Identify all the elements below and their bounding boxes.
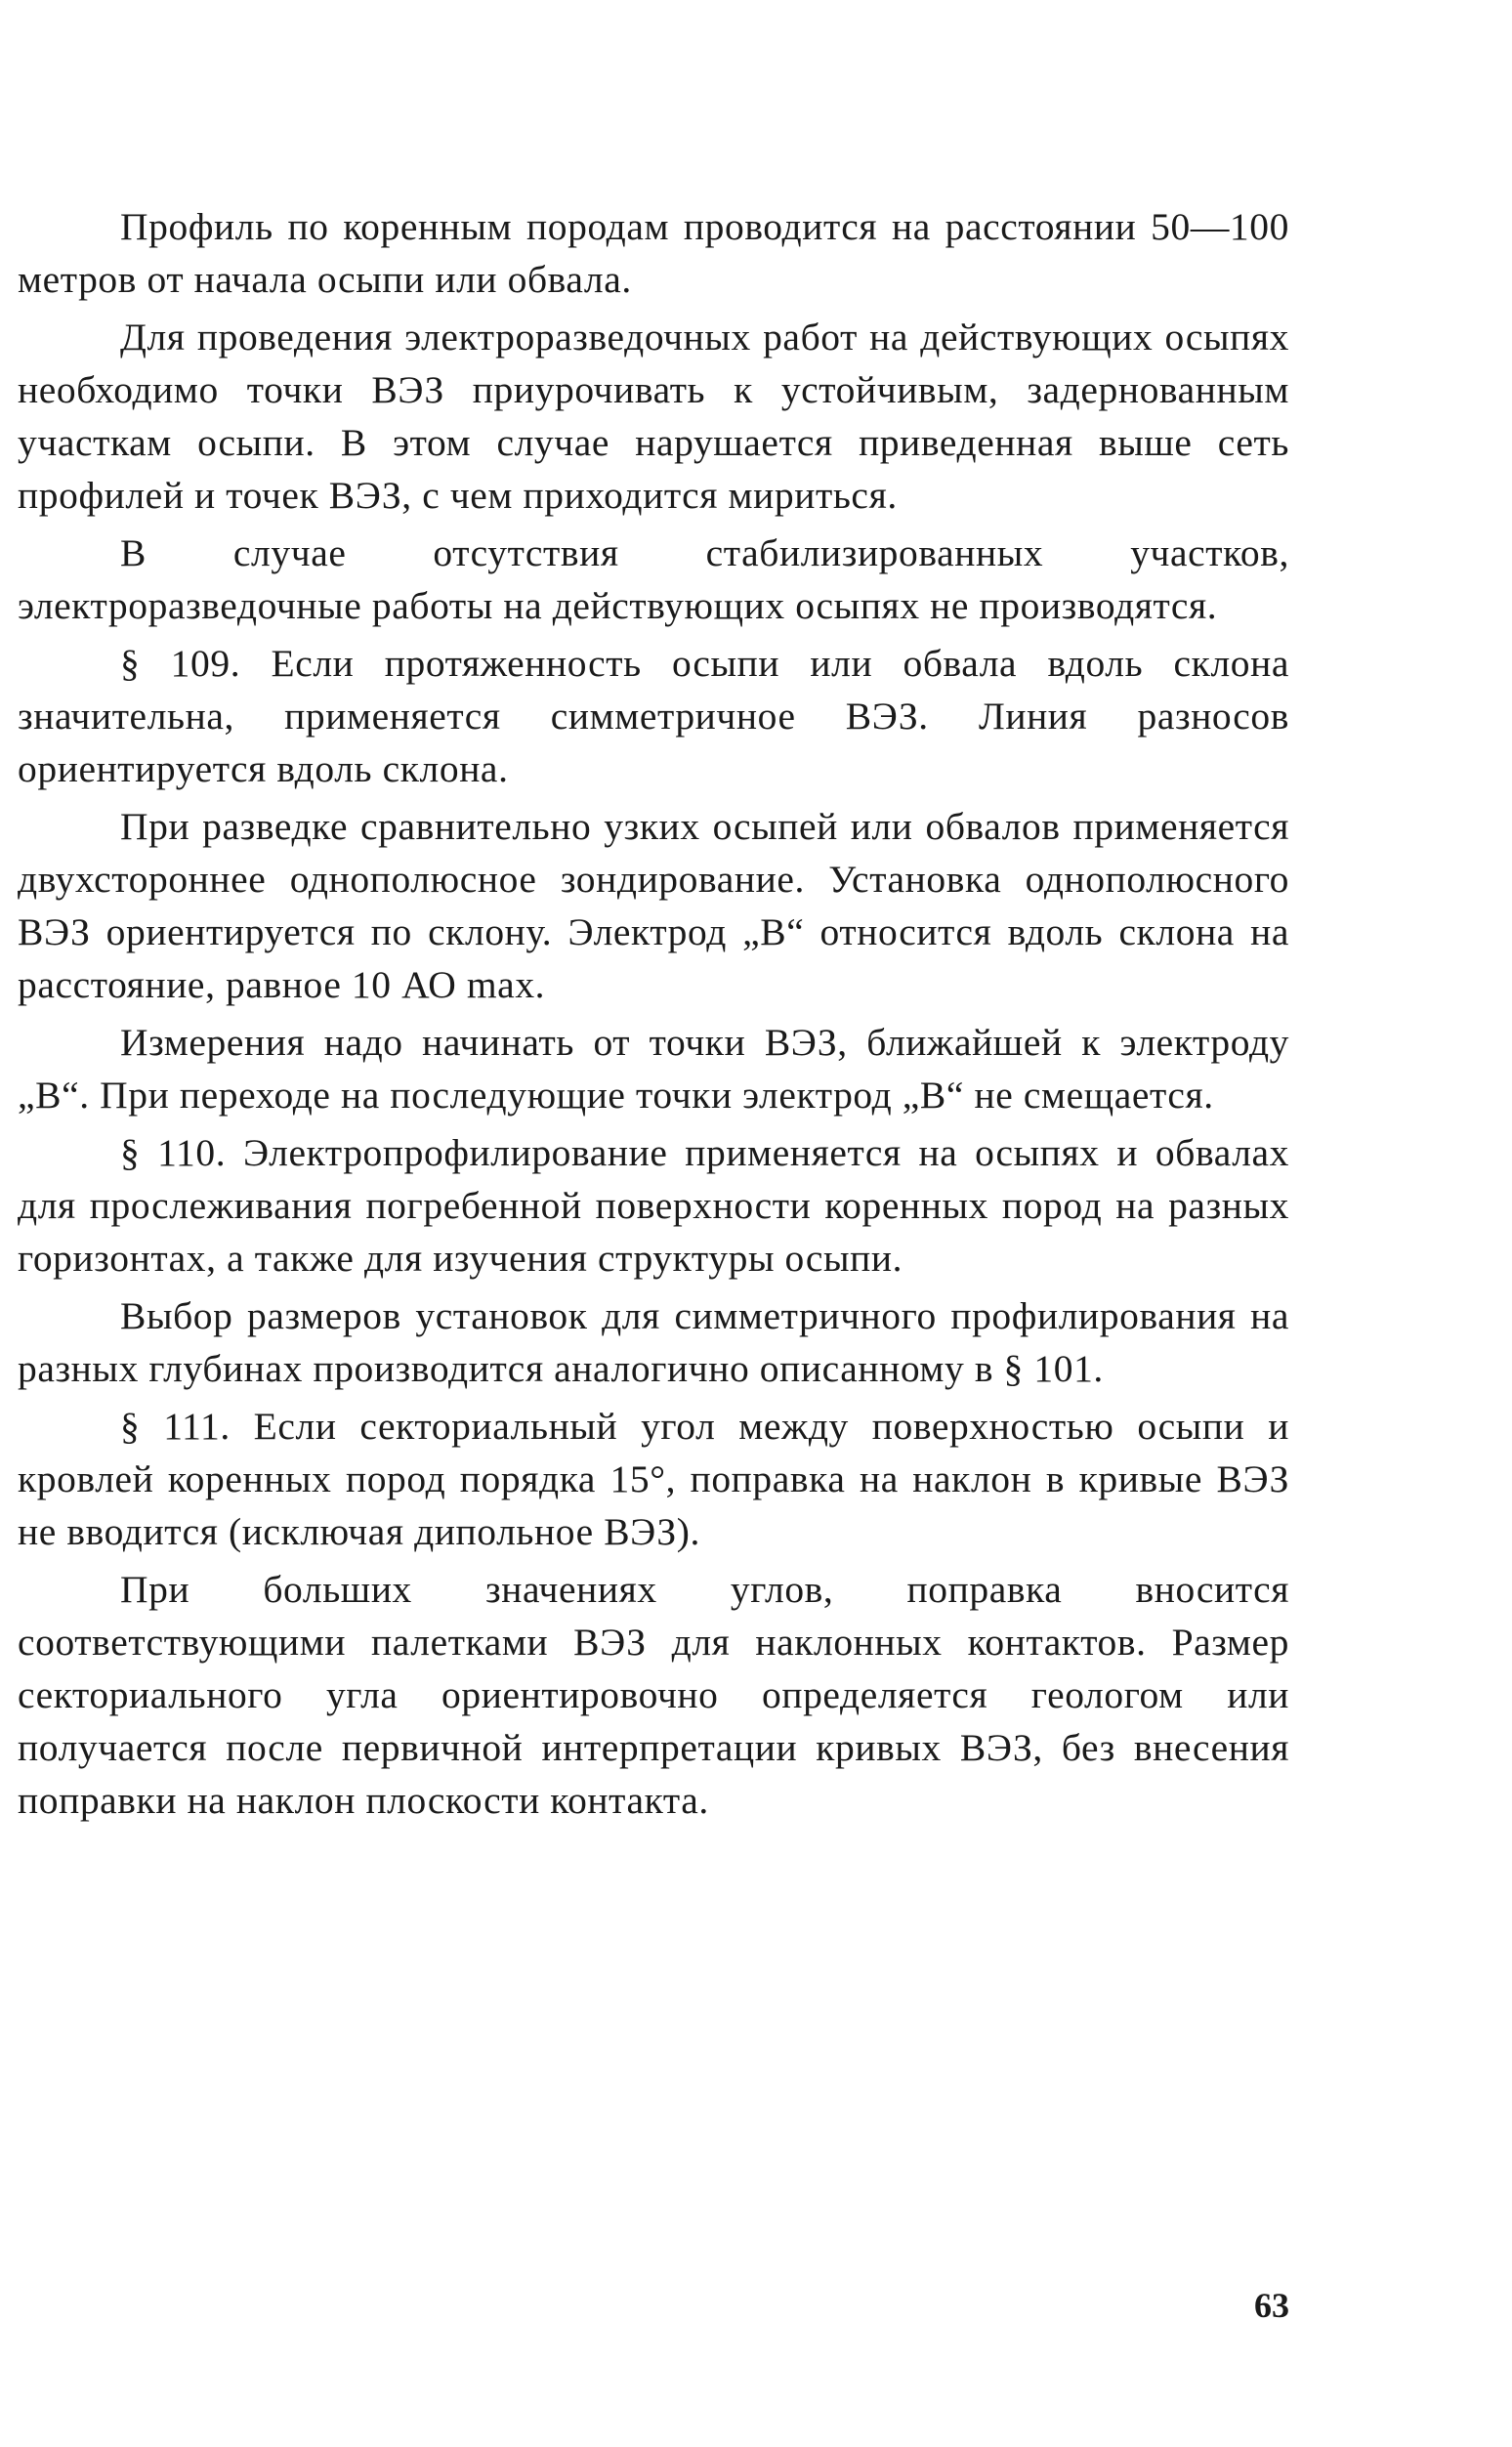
paragraph-9-section-111: § 111. Если секториальный угол между поверхностью осыпи и кровлей коренных пород порядка 15°, поправка на наклон в кривые ВЭЗ не вводится (исключая дипольное ВЭЗ). xyxy=(18,1405,1289,1553)
page-body xyxy=(18,200,1289,1827)
paragraph-6: Измерения надо начинать от точки ВЭЗ, ближайшей к электроду „В“. При переходе на последующие точки электрод „В“ не смещается. xyxy=(18,1021,1289,1117)
paragraph-2: Для проведения электроразведочных работ на действующих осыпях необходимо точки ВЭЗ приурочивать к устойчивым, задернованным участкам осыпи. В этом случае нарушается приведенная выше сеть профилей и точек ВЭЗ, с чем приходится мириться. xyxy=(18,316,1289,517)
paragraph-1: Профиль по коренным породам проводится на расстоянии 50—100 метров от начала осыпи или обвала. xyxy=(18,205,1289,301)
paragraph-8: Выбор размеров установок для симметричного профилирования на разных глубинах производится аналогично описанному в § 101. xyxy=(18,1294,1289,1390)
paragraph-7-section-110: § 110. Электропрофилирование применяется на осыпях и обвалах для прослеживания погребенной поверхности коренных пород на разных горизонтах, а также для изучения структуры осыпи. xyxy=(18,1131,1289,1280)
paragraph-3: В случае отсутствия стабилизированных участков, электроразведочные работы на действующих осыпях не производятся. xyxy=(18,531,1289,627)
paragraph-4-section-109: § 109. Если протяженность осыпи или обвала вдоль склона значительна, применяется симметричное ВЭЗ. Линия разносов ориентируется вдоль склона. xyxy=(18,642,1289,790)
paragraph-10: При больших значениях углов, поправка вносится соответствующими палетками ВЭЗ для наклонных контактов. Размер секториального угла ориентировочно определяется геологом или получается после первичной интерпретации кривых ВЭЗ, без внесения поправки на наклон плоскости контакта. xyxy=(18,1568,1289,1822)
paragraph-5: При разведке сравнительно узких осыпей или обвалов применяется двухстороннее однополюсное зондирование. Установка однополюсного ВЭЗ ориентируется по склону. Электрод „В“ относится вдоль склона на расстояние, равное 10 АО max. xyxy=(18,805,1289,1006)
page-number: 63 xyxy=(1254,2286,1289,2325)
